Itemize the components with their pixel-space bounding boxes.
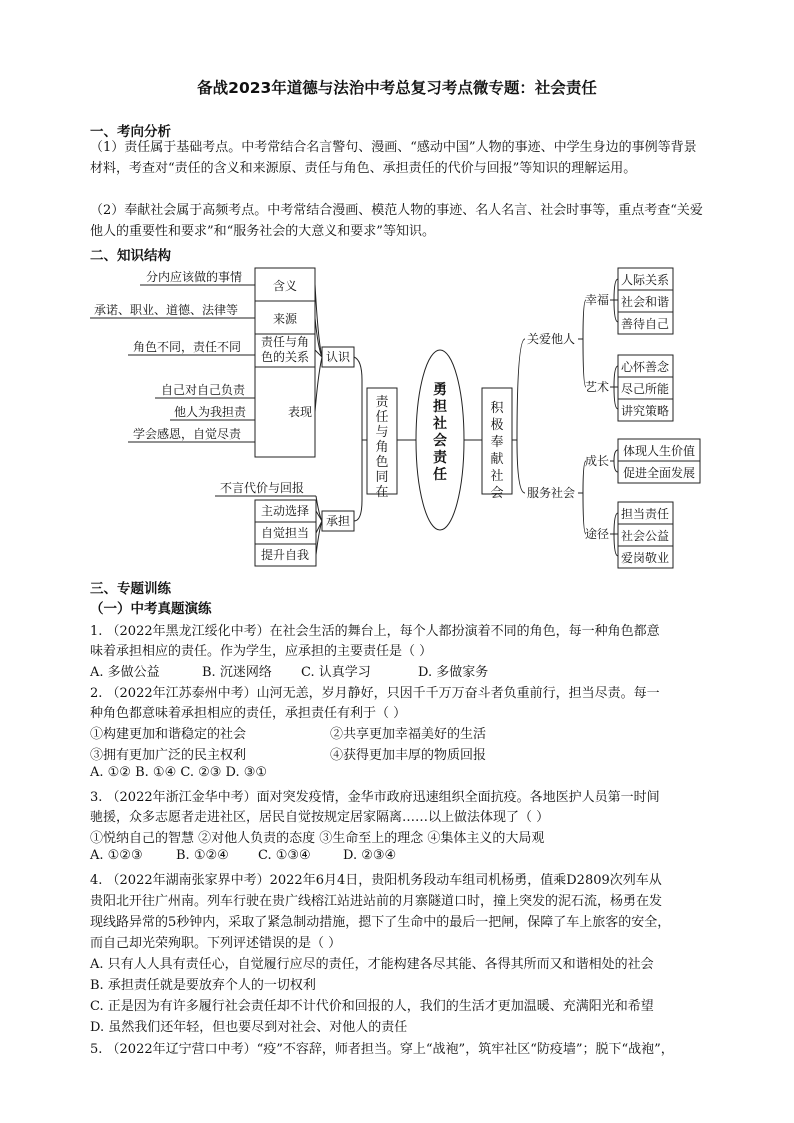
node-zrjs-line2: 色的关系 xyxy=(260,350,310,364)
box-jiji-fengxian: 积极奉献社会 xyxy=(490,401,504,501)
node-laiyuan: 来源 xyxy=(272,312,298,326)
node-chengzhang: 成长 xyxy=(584,454,610,468)
leaf-shandai-ziji: 善待自己 xyxy=(620,317,670,331)
leaf-zijue-dandang: 自觉担当 xyxy=(260,526,310,540)
section-heading-analysis: 一、考向分析 xyxy=(90,124,171,140)
node-fuwu-shehui: 服务社会 xyxy=(526,486,576,500)
leaf-dandang-zeren: 担当责任 xyxy=(620,507,670,521)
q3-line1: 3. （2022年浙江金华中考）面对突发疫情，金华市政府迅速组织全面抗疫。各地医护人员第一时间 xyxy=(90,790,660,805)
leaf-jinji-suoneng: 尽己所能 xyxy=(620,382,670,396)
node-biaoxian: 表现 xyxy=(287,405,313,419)
q2-statement-2: ②共享更加幸福美好的生活 xyxy=(330,727,487,742)
leaf-renji-guanxi: 人际关系 xyxy=(620,273,670,287)
leaf-shehui-gongyi: 社会公益 xyxy=(620,529,670,543)
leaf-tixian-renshen: 体现人生价值 xyxy=(622,444,696,458)
center-yongdan-shehui-zeren: 勇担社会责任 xyxy=(433,382,447,483)
analysis-paragraph-2: （2）奉献社会属于高频考点。中考常结合漫画、模范人物的事迹、名人名言、社会时事等，重点考查“关爱他人的重要性和要求”和“服务社会的大意义和要求”等知识。 xyxy=(90,203,703,239)
leaf-ziji-fuze: 自己对自己负责 xyxy=(161,383,246,397)
subsection-heading: （一）中考真题演练 xyxy=(90,601,212,617)
q3-option-b: B. ①②④ xyxy=(176,848,229,863)
node-yishu: 艺术 xyxy=(584,380,610,394)
leaf-xinhuai-shannian: 心怀善念 xyxy=(620,360,670,374)
q4-option-d: D. 虽然我们还年轻，但也要尽到对社会、对他人的责任 xyxy=(90,1020,408,1035)
node-guanai-taren: 关爱他人 xyxy=(526,332,576,346)
q4-line3: 现线路异常的5秒钟内，采取了紧急制动措施，摁下了生命中的最后一把闸，保障了车上旅客的安全， xyxy=(90,915,671,930)
node-tujing: 途径 xyxy=(584,527,610,541)
q4-option-c: C. 正是因为有许多履行社会责任却不计代价和回报的人，我们的生活才更加温暖、充满阳光和希望 xyxy=(90,999,654,1014)
q4-option-a: A. 只有人人具有责任心，自觉履行应尽的责任，才能构建各尽其能、各得其所而又和谐相处的社会 xyxy=(90,957,654,972)
q3-option-d: D. ②③④ xyxy=(343,848,397,863)
q4-option-b: B. 承担责任就是要放弃个人的一切权利 xyxy=(90,978,316,993)
section-heading-training: 三、专题训练 xyxy=(90,581,171,597)
q2-statement-3: ③拥有更加广泛的民主权利 xyxy=(90,748,247,763)
q1-option-a: A. 多做公益 xyxy=(90,665,160,680)
leaf-fenneiyingzuo: 分内应该做的事情 xyxy=(146,270,243,284)
q1-line2: 味着承担相应的责任。作为学生，应承担的主要责任是（ ） xyxy=(90,644,433,659)
leaf-xuehui-ganen: 学会感恩，自觉尽责 xyxy=(133,427,242,441)
node-zrjs-line1: 责任与角 xyxy=(260,335,310,349)
q3-statements: ①悦纳自己的智慧 ②对他人负责的态度 ③生命至上的理念 ④集体主义的大局观 xyxy=(90,831,545,846)
page-title: 备战2023年道德与法治中考总复习考点微专题：社会责任 xyxy=(197,79,597,97)
section-heading-structure: 二、知识结构 xyxy=(90,248,171,264)
q1-line1: 1. （2022年黑龙江绥化中考）在社会生活的舞台上，每个人都扮演着不同的角色，每一种角色都意 xyxy=(90,624,660,639)
q4-line4: 而自己却光荣殉职。下列评述错误的是（ ） xyxy=(90,936,342,951)
node-hanyi: 含义 xyxy=(272,279,298,293)
leaf-buyan-daijia: 不言代价与回报 xyxy=(220,481,305,495)
q3-option-c: C. ①③④ xyxy=(258,848,311,863)
node-xingfu: 幸福 xyxy=(584,293,610,307)
q4-line1: 4. （2022年湖南张家界中考）2022年6月4日，贵阳机务段动车组司机杨勇，值乘D2809次列车从 xyxy=(90,873,662,888)
q3-line2: 驰援，众多志愿者走进社区，居民自觉按规定居家隔离……以上做法体现了（ ） xyxy=(90,810,550,825)
leaf-taren-danze: 他人为我担责 xyxy=(174,405,247,419)
leaf-juesebutong: 角色不同，责任不同 xyxy=(133,340,242,354)
leaf-jiangjiu-celue: 讲究策略 xyxy=(620,404,670,418)
q5-line1: 5. （2022年辽宁营口中考）“疫”不容辞，师者担当。穿上“战袍”，筑牢社区“防疫墙”；脱下“战袍”， xyxy=(90,1042,674,1057)
node-chengdan: 承担 xyxy=(325,514,351,528)
node-renshi: 认识 xyxy=(325,350,351,364)
q1-option-d: D. 多做家务 xyxy=(418,665,489,680)
leaf-chengnuo: 承诺、职业、道德、法律等 xyxy=(94,303,239,317)
box-zeren-yu-juese: 责任与角色同在 xyxy=(375,395,389,500)
q2-answers: A. ①② B. ①④ C. ②③ D. ③① xyxy=(90,765,268,780)
leaf-tisheng-ziwo: 提升自我 xyxy=(260,548,310,562)
q1-option-c: C. 认真学习 xyxy=(301,665,371,680)
q1-option-b: B. 沉迷网络 xyxy=(202,665,272,680)
leaf-cujin-quanmian: 促进全面发展 xyxy=(622,466,696,480)
q2-statement-4: ④获得更加丰厚的物质回报 xyxy=(330,748,487,763)
q2-statement-1: ①构建更加和谐稳定的社会 xyxy=(90,727,247,742)
q4-line2: 贵阳北开往广州南。列车行驶在贵广线榕江站进站前的月寨隧道口时，撞上突发的泥石流，杨勇在发 xyxy=(90,894,663,909)
leaf-aigang-jingye: 爱岗敬业 xyxy=(620,551,670,565)
leaf-zhudong-xuanze: 主动选择 xyxy=(260,504,310,518)
q2-line2: 种角色都意味着承担相应的责任，承担责任有利于（ ） xyxy=(90,706,407,721)
q3-option-a: A. ①②③ xyxy=(90,848,143,863)
q2-line1: 2. （2022年江苏泰州中考）山河无恙，岁月静好，只因千千万万奋斗者负重前行，担当尽责。每一 xyxy=(90,686,660,701)
analysis-paragraph-1: （1）责任属于基础考点。中考常结合名言警句、漫画、“感动中国”人物的事迹、中学生身边的事例等背景材料，考查对“责任的含义和来源原、责任与角色、承担责任的代价与回报”等知识的理解运用。 xyxy=(90,140,697,176)
leaf-shehui-hexie: 社会和谐 xyxy=(620,295,670,309)
